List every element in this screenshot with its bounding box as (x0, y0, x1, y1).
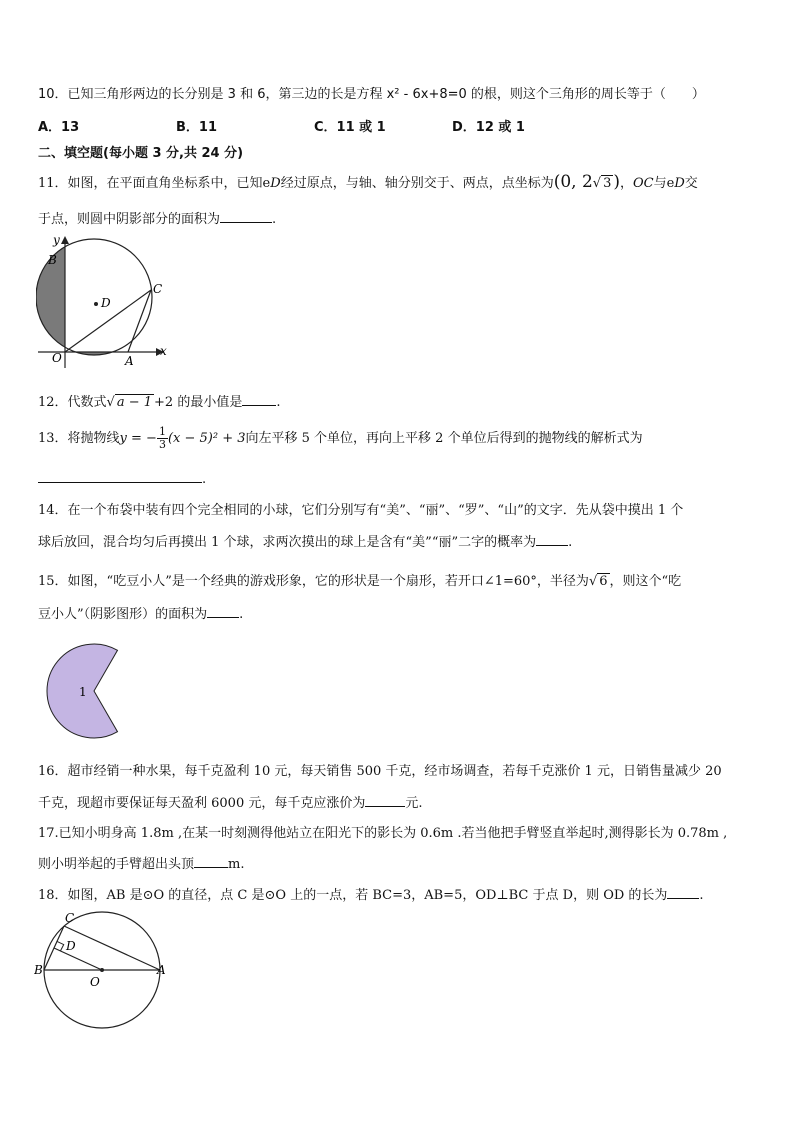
q16-end: 元. (405, 796, 423, 811)
q14-answer-blank (536, 533, 568, 546)
q18-center-point (100, 968, 104, 972)
q11-coord-radicand: 3 (603, 176, 612, 191)
q13-fraction (157, 426, 168, 451)
section-title-fill-in: 二、填空题(每小题 3 分,共 24 分) (38, 146, 244, 161)
q11-line2 (38, 208, 276, 227)
q11-text-d: 交 (684, 176, 698, 191)
q13-line (38, 426, 643, 451)
q17-line2 (38, 853, 244, 872)
q16-answer-blank (365, 794, 405, 807)
q17-line1: 17.已知小明身高 1.8m ,在某一时刻测得他站立在阳光下的影长为 0.6m .若当他把手臂竖直举起时,测得影长为 0.78m , (38, 826, 728, 841)
q11-label-d: D (101, 296, 111, 310)
q18-label-b: B (34, 963, 43, 977)
q13-numerator: 1 (158, 425, 166, 438)
q13-y-eq: y = − (119, 431, 157, 446)
q17-end: m. (228, 857, 245, 872)
q18-label-d: D (66, 939, 76, 953)
q13-line2 (38, 470, 206, 487)
q13-suffix: 向左平移 5 个单位，再向上平移 2 个单位后得到的抛物线的解析式为 (245, 431, 643, 446)
q11-coord-left: (0, 2 (553, 172, 593, 192)
q11-answer-blank (220, 210, 272, 223)
q11-center-point (94, 302, 98, 306)
q18-text: 18．如图，AB 是⊙O 的直径，点 C 是⊙O 上的一点，若 BC=3，AB=5，OD⊥BC 于点 D，则 OD 的长为 (38, 888, 668, 903)
q12-line: 12．代数式√ a − 1 +2 的最小值是 . (38, 395, 281, 410)
q12-prefix: 12．代数式 (38, 395, 107, 410)
q18-segment-od (54, 948, 102, 970)
q16-line2 (38, 792, 423, 811)
q15-figure (46, 641, 148, 739)
q11-label-a: A (125, 354, 134, 368)
q15-radicand: 6 (599, 574, 608, 589)
q11-label-b: B (48, 253, 57, 267)
q11-circle-d: D (270, 176, 281, 191)
q11-label-c: C (153, 282, 163, 296)
q18-label-o: O (90, 975, 100, 989)
q10-option-c: C．11 或 1 (314, 120, 386, 135)
q11-text-line2: 于点，则圆中阴影部分的面积为 (38, 212, 221, 227)
q11-label-y: y (53, 233, 60, 247)
q11-text-b: 经过原点，与轴、轴分别交于、两点，点坐标为 (280, 176, 554, 191)
q18-label-c: C (65, 911, 75, 925)
q16-line1: 16．超市经销一种水果，每千克盈利 10 元，每天销售 500 千克，经市场调查，若每千克涨价 1 元，日销售量减少 20 (38, 764, 722, 779)
q13-prefix: 13．将抛物线 (38, 431, 120, 446)
q15-text: 豆小人”（阴影图形）的面积为 (38, 607, 208, 622)
q13-denominator: 3 (158, 438, 166, 451)
q18-end: . (699, 888, 704, 903)
q14-line1: 14．在一个布袋中装有四个完全相同的小球，它们分别写有“美”、“丽”、“罗”、“山”的文字．先从袋中摸出 1 个 (38, 503, 684, 518)
q10-option-b: B．11 (176, 120, 217, 135)
q12-end: . (276, 395, 281, 410)
q10-option-a: A．13 (38, 120, 80, 135)
q15-answer-blank (207, 605, 239, 618)
q11-end: . (272, 212, 277, 227)
q11-label-x: x (160, 344, 167, 358)
q11-figure (36, 232, 172, 370)
q16-text: 千克，现超市要保证每天盈利 6000 元，每千克应涨价为 (38, 796, 366, 811)
q11-oc: OC (633, 176, 654, 191)
q17-answer-blank (194, 855, 228, 868)
q13-expression: (x − 5)² + 3 (167, 431, 246, 446)
q15-text-b: ，则这个“吃 (609, 574, 682, 589)
q15-text-a: 15．如图，“吃豆小人”是一个经典的游戏形象，它的形状是一个扇形，若开口∠1=60°，半径为 (38, 574, 589, 589)
q11-circle-d2: D (674, 176, 685, 191)
q13-end: . (202, 472, 207, 487)
q10-stem: 10．已知三角形两边的长分别是 3 和 6，第三边的长是方程 x² - 6x+8=0 的根，则这个三角形的周长等于（ ） (38, 87, 705, 102)
q14-end: . (568, 535, 573, 550)
q18-figure (34, 908, 170, 1030)
q11-text-c: 与e (653, 176, 675, 191)
q11-coord: (0, 2√ 3 ) (553, 172, 620, 192)
q11-chord-ca (128, 290, 151, 352)
q13-answer-blank (38, 470, 202, 483)
q11-label-o: O (52, 351, 62, 365)
q18-answer-blank (667, 886, 699, 899)
q18-line1 (38, 884, 704, 903)
q12-radicand: a − 1 (116, 395, 153, 410)
q15-line2 (38, 603, 243, 622)
q14-text: 球后放回，混合均匀后再摸出 1 个球，求两次摸出的球上是含有“美”“丽”二字的概率为 (38, 535, 537, 550)
q18-label-a: A (157, 963, 166, 977)
q15-end: . (239, 607, 244, 622)
q15-angle-label: 1 (79, 685, 87, 699)
q15-line1: 15．如图，“吃豆小人”是一个经典的游戏形象，它的形状是一个扇形，若开口∠1=60°，半径为√ 6 ，则这个“吃 (38, 574, 682, 589)
q11-line1: 11．如图，在平面直角坐标系中，已知eD经过原点，与轴、轴分别交于、两点，点坐标为(0, 2√ 3 )，OC与eD交 (38, 172, 698, 192)
q12-answer-blank (242, 393, 276, 406)
q11-text-a: 11．如图，在平面直角坐标系中，已知e (38, 176, 271, 191)
q17-text: 则小明举起的手臂超出头顶 (38, 857, 195, 872)
q11-coord-right: ) (613, 172, 620, 192)
q11-y-arrow (61, 236, 69, 244)
q14-line2 (38, 531, 572, 550)
q10-option-d: D．12 或 1 (452, 120, 525, 135)
q12-suffix: +2 的最小值是 (154, 395, 243, 410)
